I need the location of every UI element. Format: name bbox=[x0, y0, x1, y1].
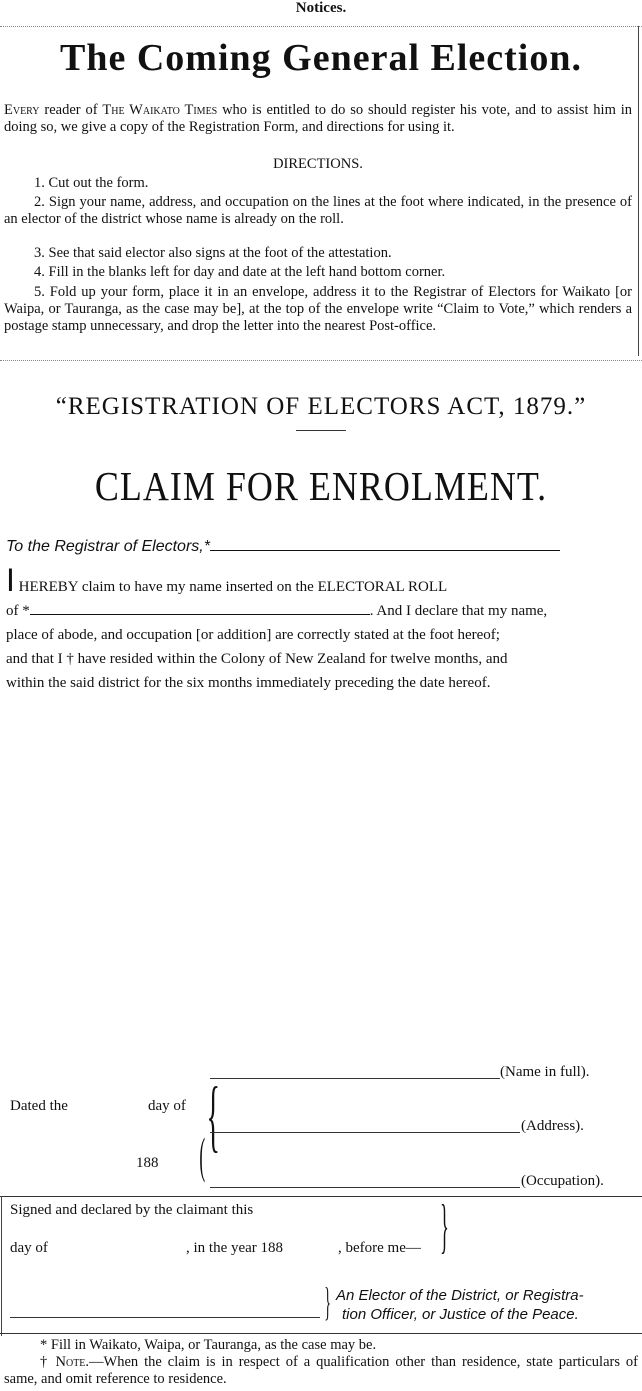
section-header: Notices. bbox=[295, 0, 347, 16]
address-label: (Address). bbox=[521, 1118, 584, 1134]
direction-item: 1. Cut out the form. bbox=[34, 175, 149, 191]
directions-heading: DIRECTIONS. bbox=[273, 156, 363, 172]
direction-item: 2. Sign your name, address, and occupation on the lines at the foot where indicated, in the presence of an elector of the district whose name is already on the roll. bbox=[4, 194, 632, 227]
name-line[interactable] bbox=[210, 1078, 500, 1079]
right-brace-icon: } bbox=[324, 1279, 331, 1324]
act-title: “REGISTRATION OF ELECTORS ACT, 1879.” bbox=[55, 393, 587, 420]
elector-note-1: An Elector of the District, or Registra- bbox=[336, 1287, 584, 1304]
name-label: (Name in full). bbox=[500, 1064, 590, 1080]
claim-line-1: HEREBY claim to have my name inserted on the ELECTORAL ROLL bbox=[14, 579, 448, 595]
district-blank[interactable] bbox=[30, 614, 370, 615]
drop-cap: I bbox=[6, 562, 15, 598]
to-registrar-label: To the Registrar of Electors,* bbox=[6, 538, 210, 555]
page-title: The Coming General Election. bbox=[60, 37, 582, 79]
to-registrar bbox=[6, 538, 560, 556]
registrar-blank[interactable] bbox=[210, 550, 560, 551]
claim-line-2: . And I declare that my name, bbox=[369, 603, 548, 619]
left-brace-icon: ( bbox=[199, 1127, 206, 1183]
left-brace-icon: { bbox=[206, 1072, 220, 1160]
claim-line-3: place of abode, and occupation [or addition] are correctly stated at the foot hereof; bbox=[6, 627, 500, 643]
elector-signature-line[interactable] bbox=[10, 1317, 320, 1318]
of-label: of * bbox=[6, 603, 30, 619]
day-of-label: day of bbox=[148, 1098, 186, 1114]
in-the-year: , in the year 188 bbox=[186, 1240, 284, 1256]
elector-note bbox=[336, 1286, 584, 1324]
section-divider bbox=[0, 360, 642, 361]
intro-lead: Every bbox=[4, 102, 40, 118]
claim-title: CLAIM FOR ENROLMENT. bbox=[94, 463, 548, 509]
signed-line: Signed and declared by the claimant this bbox=[10, 1202, 254, 1218]
note-text: —When the claim is in respect of a qualification other than residence, state particulars of same, and omit reference to residence. bbox=[4, 1354, 638, 1387]
intro-text-b: who is entitled to do so should register his vote, and to assist him in doing so, we give a copy of the Registration Form, and directions for using it. bbox=[4, 102, 632, 135]
claim-line-4: and that I † have resided within the Colony of New Zealand for twelve months, and bbox=[6, 651, 508, 667]
direction-item: 5. Fold up your form, place it in an envelope, address it to the Registrar of Electors for Waikato [or Waipa, or Tauranga, as the case may be], at the top of the envelope write “Claim to Vote,” which renders a postage stamp unnecessary, and drop the letter into the nearest Post-office. bbox=[4, 284, 632, 334]
claim-paragraph bbox=[6, 562, 638, 695]
direction-item: 3. See that said elector also signs at the foot of the attestation. bbox=[34, 245, 392, 261]
paper-name: The Waikato Times bbox=[102, 102, 218, 118]
dated-the: Dated the bbox=[10, 1098, 68, 1114]
right-brace-icon: } bbox=[440, 1193, 449, 1259]
before-me: , before me— bbox=[338, 1240, 421, 1256]
address-line[interactable] bbox=[210, 1132, 520, 1133]
occupation-line[interactable] bbox=[210, 1187, 520, 1188]
form-divider bbox=[0, 1196, 642, 1197]
short-rule bbox=[296, 430, 346, 431]
footnote-dagger bbox=[4, 1354, 638, 1388]
elector-note-2: tion Officer, or Justice of the Peace. bbox=[342, 1306, 579, 1323]
footnotes bbox=[4, 1337, 638, 1388]
intro-paragraph bbox=[4, 102, 632, 136]
day-of-2: day of bbox=[10, 1240, 48, 1256]
direction-item: 4. Fill in the blanks left for day and date at the left hand bottom corner. bbox=[34, 264, 446, 280]
intro-text-a: reader of bbox=[39, 102, 103, 118]
occupation-label: (Occupation). bbox=[521, 1173, 604, 1189]
footnote-divider bbox=[0, 1333, 642, 1334]
claim-line-5: within the said district for the six months immediately preceding the date hereof. bbox=[6, 675, 491, 691]
header-divider bbox=[0, 26, 642, 27]
year-prefix: 188 bbox=[136, 1155, 159, 1171]
form-left-rule bbox=[1, 1196, 2, 1336]
note-label: † Note. bbox=[40, 1354, 90, 1370]
footnote-star: * Fill in Waikato, Waipa, or Tauranga, as the case may be. bbox=[40, 1337, 377, 1353]
